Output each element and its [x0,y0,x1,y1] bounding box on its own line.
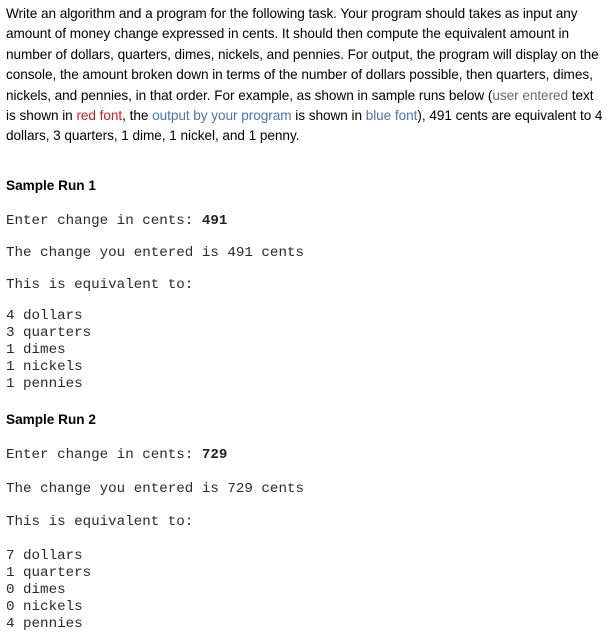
intro-text-1: Write an algorithm and a program for the following task. Your program should takes as input any amount of money change expressed in cents. It should then compute the equivalent amount in number of dollars, quarters, dimes, nickels, and pennies. For output, the program will display on the console, the amount broken down in terms of the number of dollars possible, then quarters, dimes, nickels, and pennies, in that order. For example, as shown in sample runs below ( [6,6,599,103]
intro-text-2: text is shown in [6,87,594,124]
sample-run-1-breakdown [6,308,91,393]
sample-run-1-heading: Sample Run 1 [6,178,96,193]
breakdown-line: 0 dimes [6,582,66,598]
task-description [6,4,606,147]
breakdown-line: 4 dollars [6,308,83,324]
document-page [6,0,606,632]
intro-text-3: , the [122,108,153,124]
sample-run-2-heading: Sample Run 2 [6,412,96,427]
breakdown-line: 3 quarters [6,325,92,341]
breakdown-line: 1 dimes [6,342,66,358]
sample-run-2-entered-line: The change you entered is 729 cents [6,481,304,497]
breakdown-line: 7 dollars [6,548,83,564]
breakdown-line: 1 nickels [6,359,83,375]
sample-run-1-equivalent-line: This is equivalent to: [6,277,194,293]
breakdown-line: 1 quarters [6,565,92,581]
breakdown-line: 4 pennies [6,616,83,632]
user-input-value: 729 [201,447,228,463]
breakdown-line: 1 pennies [6,376,83,392]
sample-run-1-entered-line: The change you entered is 491 cents [6,245,304,261]
breakdown-line: 0 nickels [6,599,83,615]
prompt-text: Enter change in cents: [6,447,202,463]
sample-run-2-breakdown [6,548,91,633]
sample-run-2-prompt [6,447,227,463]
user-input-value: 491 [201,213,228,229]
sample-run-2-equivalent-line: This is equivalent to: [6,514,194,530]
prompt-text: Enter change in cents: [6,213,202,229]
intro-text-5: ), 491 cents are equivalent to 4 dollars, 3 quarters, 1 dime, 1 nickel, and 1 penny. [6,108,603,144]
output-by-program-phrase: output by your program [152,108,292,124]
red-font-phrase: red font [76,108,123,124]
intro-text-4: is shown in [291,108,366,124]
blue-font-phrase: blue font [365,108,418,124]
sample-run-1-prompt [6,213,227,229]
user-entered-phrase: user entered [492,87,569,103]
